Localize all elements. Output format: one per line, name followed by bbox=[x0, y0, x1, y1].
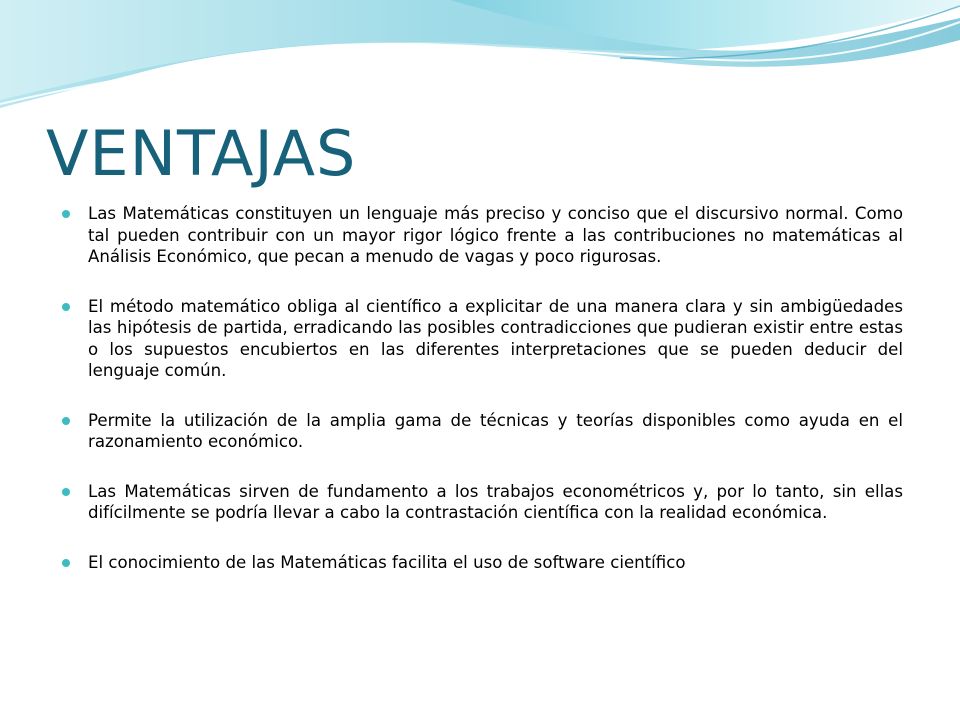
bullet-text: Permite la utilización de la amplia gama de técnicas y teorías disponibles como ayuda en el razonamiento económico. bbox=[88, 410, 903, 451]
bullet-item bbox=[62, 203, 903, 268]
bullet-item bbox=[62, 410, 903, 453]
bullet-text: El conocimiento de las Matemáticas facilita el uso de software científico bbox=[88, 552, 686, 572]
bullet-text: Las Matemáticas constituyen un lenguaje más preciso y conciso que el discursivo normal. Como tal pueden contribuir con un mayor rigor lógico frente a las contribuciones no matemáticas al Análisis Económico, que pecan a menudo de vagas y poco rigurosas. bbox=[88, 204, 903, 266]
bullet-item bbox=[62, 481, 903, 524]
bullet-item bbox=[62, 552, 903, 574]
bullet-dot-icon bbox=[62, 488, 70, 496]
bullet-dot-icon bbox=[62, 210, 70, 218]
bullet-item bbox=[62, 296, 903, 382]
bullet-dot-icon bbox=[62, 303, 70, 311]
bullet-list bbox=[62, 203, 903, 573]
bullet-dot-icon bbox=[62, 559, 70, 567]
slide-title: VENTAJAS bbox=[46, 117, 357, 190]
bullet-text: El método matemático obliga al científico a explicitar de una manera clara y sin ambigüedades las hipótesis de partida, erradicando las posibles contradicciones que pudieran existir entre estas o los supuestos encubiertos en las diferentes interpretaciones que se pueden deducir del lenguaje común. bbox=[88, 296, 903, 380]
bullet-text: Las Matemáticas sirven de fundamento a los trabajos econométricos y, por lo tanto, sin ellas difícilmente se podría llevar a cabo la contrastación científica con la realidad económica. bbox=[88, 481, 903, 522]
header-wave-decoration bbox=[0, 0, 960, 130]
bullet-dot-icon bbox=[62, 417, 70, 425]
